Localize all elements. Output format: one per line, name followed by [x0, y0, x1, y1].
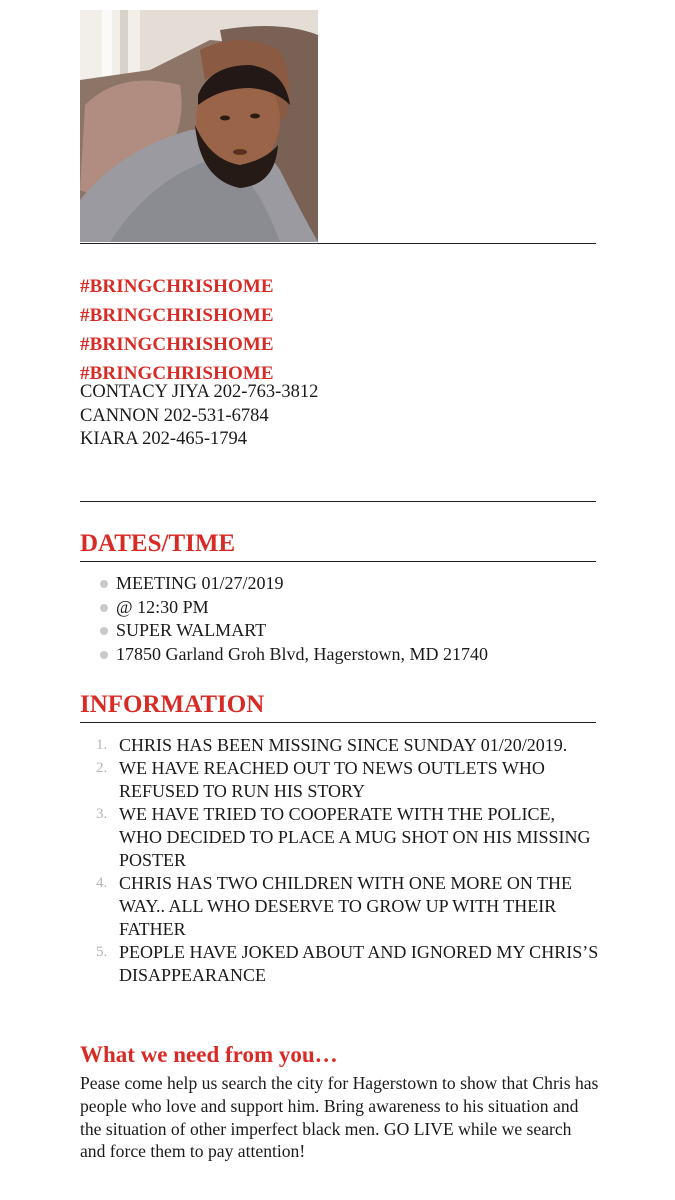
dates-item: 17850 Garland Groh Blvd, Hagerstown, MD 21740 [100, 643, 488, 667]
dates-item: SUPER WALMART [100, 619, 488, 643]
need-body: Pease come help us search the city for Hagerstown to show that Chris has people who love and support him. Bring awareness to his situation and the situation of other imperfect black men. GO LIVE while we search and force them to pay attention! [80, 1073, 599, 1162]
profile-photo [80, 10, 318, 242]
contact-line: CONTACY JIYA 202-763-3812 [80, 382, 319, 402]
hashtag: #BRINGCHRISHOME [80, 276, 274, 297]
bullet-dot-icon [100, 651, 108, 659]
dates-item: @ 12:30 PM [100, 596, 488, 620]
information-item: 4. CHRIS HAS TWO CHILDREN WITH ONE MORE ON THE WAY.. ALL WHO DESERVE TO GROW UP WITH THEIR FATHER [96, 873, 572, 939]
contact-line: KIARA 202-465-1794 [80, 429, 248, 449]
dates-item: MEETING 01/27/2019 [100, 572, 488, 596]
hashtag: #BRINGCHRISHOME [80, 363, 274, 384]
information-item: 2. WE HAVE REACHED OUT TO NEWS OUTLETS WHO REFUSED TO RUN HIS STORY [96, 758, 545, 801]
bullet-dot-icon [100, 604, 108, 612]
information-item: 5. PEOPLE HAVE JOKED ABOUT AND IGNORED MY CHRIS’S DISAPPEARANCE [96, 942, 599, 985]
divider-middle [80, 501, 596, 502]
bullet-dot-icon [100, 627, 108, 635]
bullet-dot-icon [100, 580, 108, 588]
hashtag: #BRINGCHRISHOME [80, 305, 274, 326]
contact-list [80, 381, 318, 452]
divider-top [80, 243, 596, 244]
hashtag: #BRINGCHRISHOME [80, 334, 274, 355]
information-item: 1. CHRIS HAS BEEN MISSING SINCE SUNDAY 01/20/2019. [96, 735, 568, 755]
contact-line: CANNON 202-531-6784 [80, 405, 269, 426]
dates-list [100, 572, 488, 666]
need-title: What we need from you… [80, 1042, 338, 1067]
dates-title: DATES/TIME [80, 529, 596, 562]
information-item: 3. WE HAVE TRIED TO COOPERATE WITH THE POLICE, WHO DECIDED TO PLACE A MUG SHOT ON HIS MISSING POSTER [96, 804, 591, 870]
hashtag-list [80, 272, 274, 388]
information-list [96, 734, 601, 987]
information-title: INFORMATION [80, 690, 596, 723]
